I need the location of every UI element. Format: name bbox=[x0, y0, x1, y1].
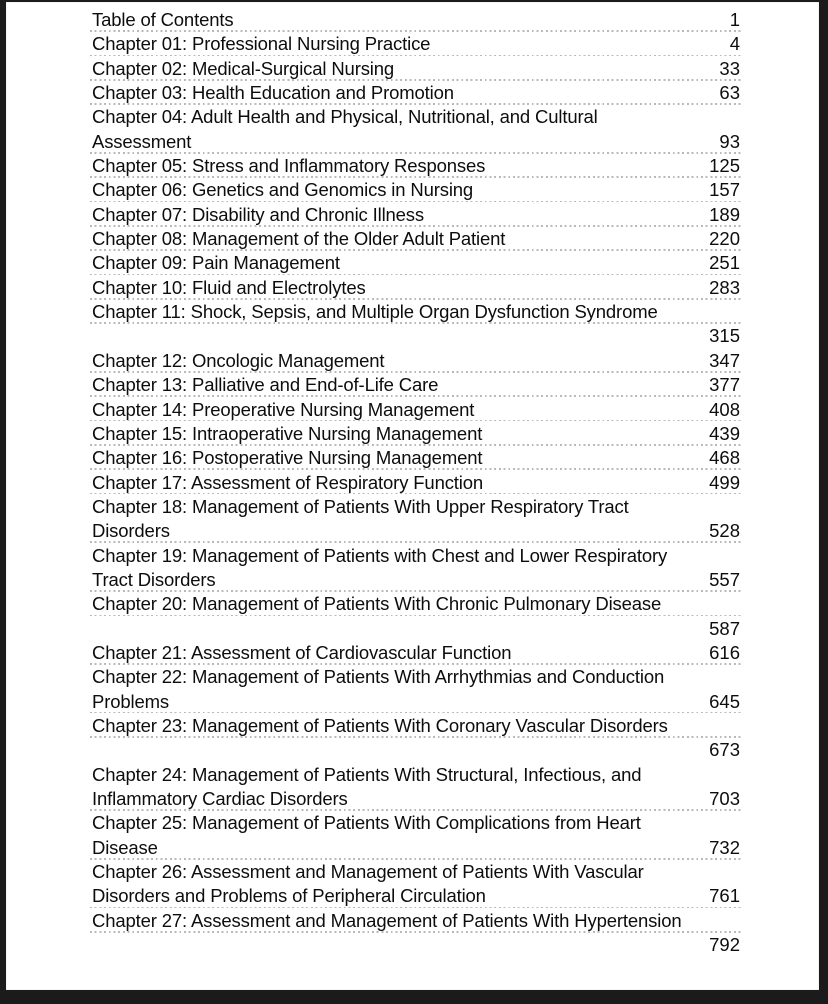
toc-entry-title: Chapter 22: Management of Patients With Arrhythmias and Conduction bbox=[92, 666, 665, 688]
toc-entry-title: Chapter 15: Intraoperative Nursing Management bbox=[92, 422, 483, 444]
toc-entry-page: 1 bbox=[729, 9, 740, 30]
toc-entry-page: 673 bbox=[709, 739, 740, 761]
toc-row bbox=[92, 787, 740, 811]
toc-entry-page: 33 bbox=[719, 57, 740, 79]
toc-entry-title: Chapter 17: Assessment of Respiratory Function bbox=[92, 471, 484, 493]
toc-entry-page: 792 bbox=[709, 934, 740, 956]
toc-entry-title: Chapter 23: Management of Patients With Coronary Vascular Disorders bbox=[92, 714, 668, 736]
toc-row bbox=[92, 471, 740, 495]
toc-entry-page: 587 bbox=[709, 617, 740, 639]
toc-entry-page: 703 bbox=[709, 788, 740, 809]
toc-row bbox=[92, 130, 740, 154]
toc-entry-page: 157 bbox=[709, 179, 740, 201]
toc-entry-title: Chapter 27: Assessment and Management of Patients With Hypertension bbox=[92, 909, 682, 931]
toc-row bbox=[92, 178, 740, 202]
toc-row bbox=[92, 227, 740, 251]
toc-entry-title: Chapter 05: Stress and Inflammatory Responses bbox=[92, 155, 486, 177]
toc-entry-title: Chapter 12: Oncologic Management bbox=[92, 349, 385, 371]
toc-entry-title: Problems bbox=[92, 690, 169, 712]
toc-row bbox=[92, 714, 740, 738]
toc-entry-title: Inflammatory Cardiac Disorders bbox=[92, 788, 348, 809]
toc-entry-page: 499 bbox=[709, 471, 740, 493]
toc-row bbox=[92, 860, 740, 884]
toc-entry-page: 761 bbox=[709, 885, 740, 907]
toc-row bbox=[92, 398, 740, 422]
document-page bbox=[6, 2, 819, 990]
toc-row bbox=[92, 811, 740, 835]
toc-entry-title: Chapter 01: Professional Nursing Practice bbox=[92, 33, 431, 55]
toc-entry-title: Chapter 24: Management of Patients With Structural, Infectious, and bbox=[92, 763, 642, 785]
toc-row bbox=[92, 884, 740, 908]
toc-row bbox=[92, 544, 740, 568]
toc-entry-title: Chapter 06: Genetics and Genomics in Nursing bbox=[92, 179, 474, 201]
toc-row bbox=[92, 81, 740, 105]
table-of-contents bbox=[92, 8, 740, 957]
toc-row bbox=[92, 738, 740, 762]
toc-entry-title: Chapter 19: Management of Patients with Chest and Lower Respiratory bbox=[92, 544, 668, 566]
toc-row bbox=[92, 617, 740, 641]
toc-row bbox=[92, 57, 740, 81]
toc-entry-title: Table of Contents bbox=[92, 9, 234, 30]
toc-entry-title: Chapter 20: Management of Patients With Chronic Pulmonary Disease bbox=[92, 593, 662, 615]
toc-row bbox=[92, 276, 740, 300]
toc-entry-page: 408 bbox=[709, 398, 740, 420]
toc-entry-page: 557 bbox=[709, 568, 740, 590]
toc-entry-page: 251 bbox=[709, 252, 740, 274]
toc-entry-title: Tract Disorders bbox=[92, 568, 216, 590]
toc-row bbox=[92, 665, 740, 689]
toc-row bbox=[92, 154, 740, 178]
toc-row bbox=[92, 519, 740, 543]
toc-entry-title: Chapter 13: Palliative and End-of-Life Care bbox=[92, 374, 439, 396]
toc-entry-title: Chapter 21: Assessment of Cardiovascular Function bbox=[92, 641, 512, 663]
toc-entry-page: 377 bbox=[709, 374, 740, 396]
toc-row bbox=[92, 836, 740, 860]
toc-entry-page: 468 bbox=[709, 447, 740, 469]
toc-entry-page: 220 bbox=[709, 228, 740, 250]
toc-entry-page: 125 bbox=[709, 155, 740, 177]
toc-entry-title: Disease bbox=[92, 836, 158, 858]
toc-entry-title: Chapter 11: Shock, Sepsis, and Multiple Organ Dysfunction Syndrome bbox=[92, 301, 658, 323]
toc-row bbox=[92, 203, 740, 227]
toc-row bbox=[92, 324, 740, 348]
toc-entry-title: Chapter 10: Fluid and Electrolytes bbox=[92, 276, 366, 298]
toc-entry-title: Chapter 04: Adult Health and Physical, Nutritional, and Cultural bbox=[92, 106, 598, 128]
toc-row bbox=[92, 8, 740, 32]
toc-row bbox=[92, 592, 740, 616]
toc-row bbox=[92, 641, 740, 665]
toc-row bbox=[92, 349, 740, 373]
toc-entry-page: 528 bbox=[709, 520, 740, 542]
toc-row bbox=[92, 32, 740, 56]
toc-entry-title: Disorders bbox=[92, 520, 170, 542]
toc-row bbox=[92, 373, 740, 397]
toc-row bbox=[92, 105, 740, 129]
toc-entry-page: 315 bbox=[709, 325, 740, 347]
toc-entry-title: Disorders and Problems of Peripheral Circulation bbox=[92, 885, 486, 907]
toc-row bbox=[92, 422, 740, 446]
toc-row bbox=[92, 568, 740, 592]
toc-entry-page: 347 bbox=[709, 349, 740, 371]
toc-row bbox=[92, 763, 740, 787]
toc-entry-page: 4 bbox=[729, 33, 740, 55]
toc-entry-title: Chapter 07: Disability and Chronic Illness bbox=[92, 203, 425, 225]
toc-entry-page: 616 bbox=[709, 641, 740, 663]
toc-entry-page: 189 bbox=[709, 203, 740, 225]
toc-row bbox=[92, 933, 740, 957]
toc-entry-title: Chapter 25: Management of Patients With Complications from Heart bbox=[92, 812, 641, 834]
toc-entry-page: 283 bbox=[709, 276, 740, 298]
toc-entry-title: Chapter 03: Health Education and Promotion bbox=[92, 82, 454, 104]
toc-entry-page: 439 bbox=[709, 422, 740, 444]
toc-entry-page: 63 bbox=[719, 82, 740, 104]
toc-entry-title: Chapter 08: Management of the Older Adult Patient bbox=[92, 228, 506, 250]
toc-entry-page: 732 bbox=[709, 836, 740, 858]
toc-entry-page: 645 bbox=[709, 690, 740, 712]
toc-entry-title: Chapter 26: Assessment and Management of Patients With Vascular bbox=[92, 861, 644, 883]
toc-entry-title: Assessment bbox=[92, 130, 192, 152]
toc-entry-title: Chapter 09: Pain Management bbox=[92, 252, 340, 274]
toc-entry-title: Chapter 18: Management of Patients With Upper Respiratory Tract bbox=[92, 495, 629, 517]
toc-entry-title: Chapter 16: Postoperative Nursing Management bbox=[92, 447, 483, 469]
toc-row bbox=[92, 909, 740, 933]
toc-row bbox=[92, 251, 740, 275]
toc-row bbox=[92, 446, 740, 470]
toc-entry-title: Chapter 14: Preoperative Nursing Management bbox=[92, 398, 475, 420]
toc-entry-page: 93 bbox=[719, 130, 740, 152]
toc-row bbox=[92, 300, 740, 324]
toc-entry-title: Chapter 02: Medical-Surgical Nursing bbox=[92, 57, 395, 79]
toc-row bbox=[92, 495, 740, 519]
toc-row bbox=[92, 690, 740, 714]
